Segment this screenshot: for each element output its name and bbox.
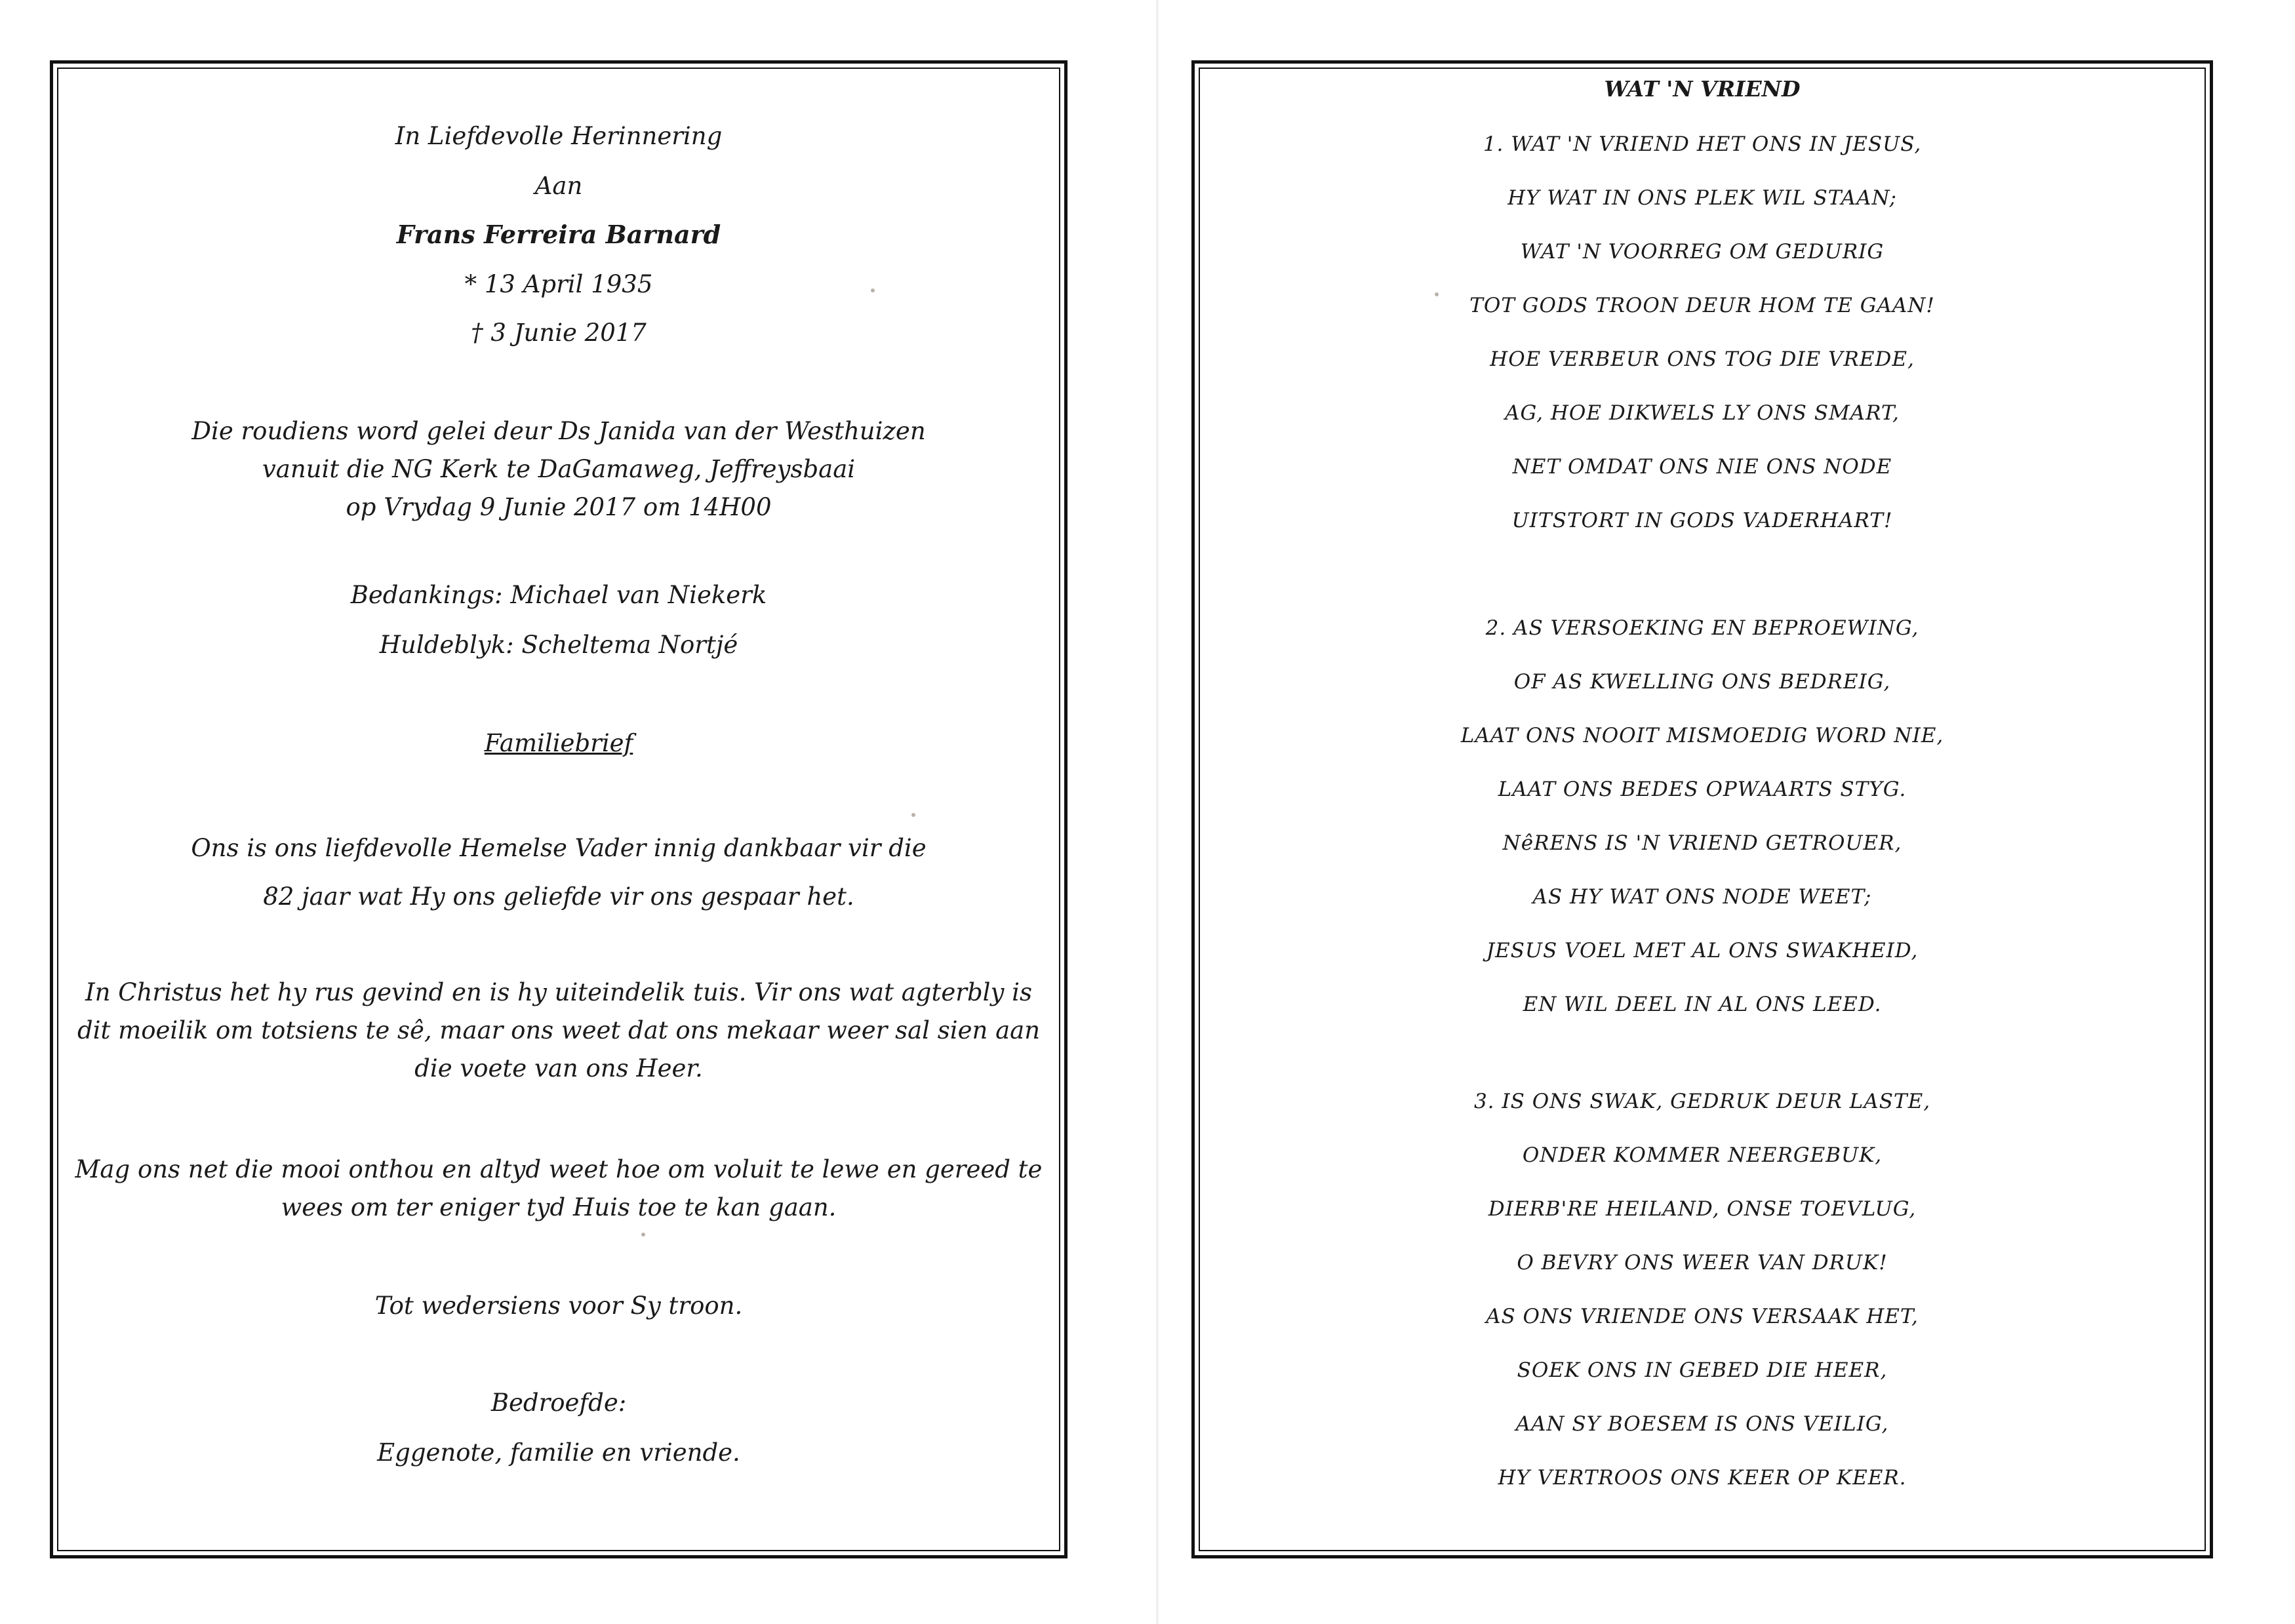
tribute-line: Huldeblyk: Scheltema Nortjé (379, 631, 738, 659)
right-page-content (1199, 68, 2206, 1551)
hymn-line: AS ONS VRIENDE ONS VERSAAK HET, (1486, 1305, 1919, 1328)
memorial-heading: In Liefdevolle Herinnering (395, 122, 723, 150)
scan-speck (911, 813, 915, 817)
deceased-name: Frans Ferreira Barnard (396, 220, 721, 249)
hymn-line: JESUS VOEL MET AL ONS SWAKHEID, (1486, 939, 1919, 962)
right-page-frame (1191, 60, 2213, 1558)
hymn-line: LAAT ONS BEDES OPWAARTS STYG. (1498, 778, 1907, 801)
letter-line: wees om ter eniger tyd Huis toe te kan gaan. (281, 1193, 837, 1221)
hymn-line: UITSTORT IN GODS VADERHART! (1511, 509, 1893, 532)
bereaved-list: Eggenote, familie en vriende. (377, 1438, 740, 1467)
death-date: † 3 Junie 2017 (471, 319, 647, 347)
hymn-line: 2. AS VERSOEKING EN BEPROEWING, (1485, 616, 1919, 640)
hymn-line: LAAT ONS NOOIT MISMOEDIG WORD NIE, (1460, 724, 1944, 747)
letter-line: In Christus het hy rus gevind en is hy uiteindelik tuis. Vir ons wat agterbly is (85, 978, 1032, 1006)
letter-line: dit moeilik om totsiens te sê, maar ons weet dat ons mekaar weer sal sien aan (77, 1016, 1041, 1044)
page-fold (1156, 0, 1159, 1624)
hymn-title: WAT 'N VRIEND (1604, 76, 1801, 102)
hymn-line: WAT 'N VOORREG OM GEDURIG (1520, 240, 1885, 264)
hymn-line: 3. IS ONS SWAK, GEDRUK DEUR LASTE, (1473, 1090, 1931, 1113)
hymn-line: NêRENS IS 'N VRIEND GETROUER, (1502, 831, 1902, 855)
family-letter-title: Familiebrief (484, 729, 633, 757)
hymn-line: AS HY WAT ONS NODE WEET; (1532, 885, 1872, 909)
letter-line: Ons is ons liefdevolle Hemelse Vader innig dankbaar vir die (191, 834, 927, 862)
farewell-line: Tot wedersiens voor Sy troon. (374, 1292, 743, 1320)
birth-date: * 13 April 1935 (464, 270, 653, 298)
hymn-line: AG, HOE DIKWELS LY ONS SMART, (1505, 401, 1900, 425)
hymn-line: OF AS KWELLING ONS BEDREIG, (1513, 670, 1891, 694)
left-page-content (57, 68, 1060, 1551)
scan-speck (871, 288, 875, 292)
memorial-to: Aan (534, 172, 583, 200)
service-line: vanuit die NG Kerk te DaGamaweg, Jeffreysbaai (262, 455, 856, 483)
service-line: Die roudiens word gelei deur Ds Janida van der Westhuizen (191, 417, 926, 445)
letter-line: Mag ons net die mooi onthou en altyd weet hoe om voluit te lewe en gereed te (75, 1155, 1043, 1183)
hymn-line: HY VERTROOS ONS KEER OP KEER. (1498, 1466, 1907, 1490)
hymn-line: EN WIL DEEL IN AL ONS LEED. (1523, 993, 1882, 1016)
letter-line: die voete van ons Heer. (414, 1054, 703, 1082)
hymn-line: AAN SY BOESEM IS ONS VEILIG, (1515, 1412, 1889, 1436)
hymn-line: O BEVRY ONS WEER VAN DRUK! (1517, 1251, 1888, 1275)
scan-speck (641, 1233, 645, 1237)
hymn-line: HOE VERBEUR ONS TOG DIE VREDE, (1490, 347, 1915, 371)
hymn-line: DIERB'RE HEILAND, ONSE TOEVLUG, (1488, 1197, 1917, 1221)
thanks-line: Bedankings: Michael van Niekerk (350, 581, 767, 609)
left-page-frame (50, 60, 1068, 1558)
letter-line: 82 jaar wat Hy ons geliefde vir ons gespaar het. (263, 882, 854, 911)
hymn-line: SOEK ONS IN GEBED DIE HEER, (1517, 1358, 1888, 1382)
bereaved-label: Bedroefde: (490, 1389, 627, 1417)
hymn-line: ONDER KOMMER NEERGEBUK, (1522, 1143, 1883, 1167)
hymn-line: TOT GODS TROON DEUR HOM TE GAAN! (1469, 294, 1935, 317)
service-line: op Vrydag 9 Junie 2017 om 14H00 (346, 493, 772, 521)
hymn-line: HY WAT IN ONS PLEK WIL STAAN; (1507, 186, 1897, 210)
scan-speck (1435, 292, 1439, 296)
hymn-line: 1. WAT 'N VRIEND HET ONS IN JESUS, (1483, 132, 1922, 156)
hymn-line: NET OMDAT ONS NIE ONS NODE (1512, 455, 1892, 479)
